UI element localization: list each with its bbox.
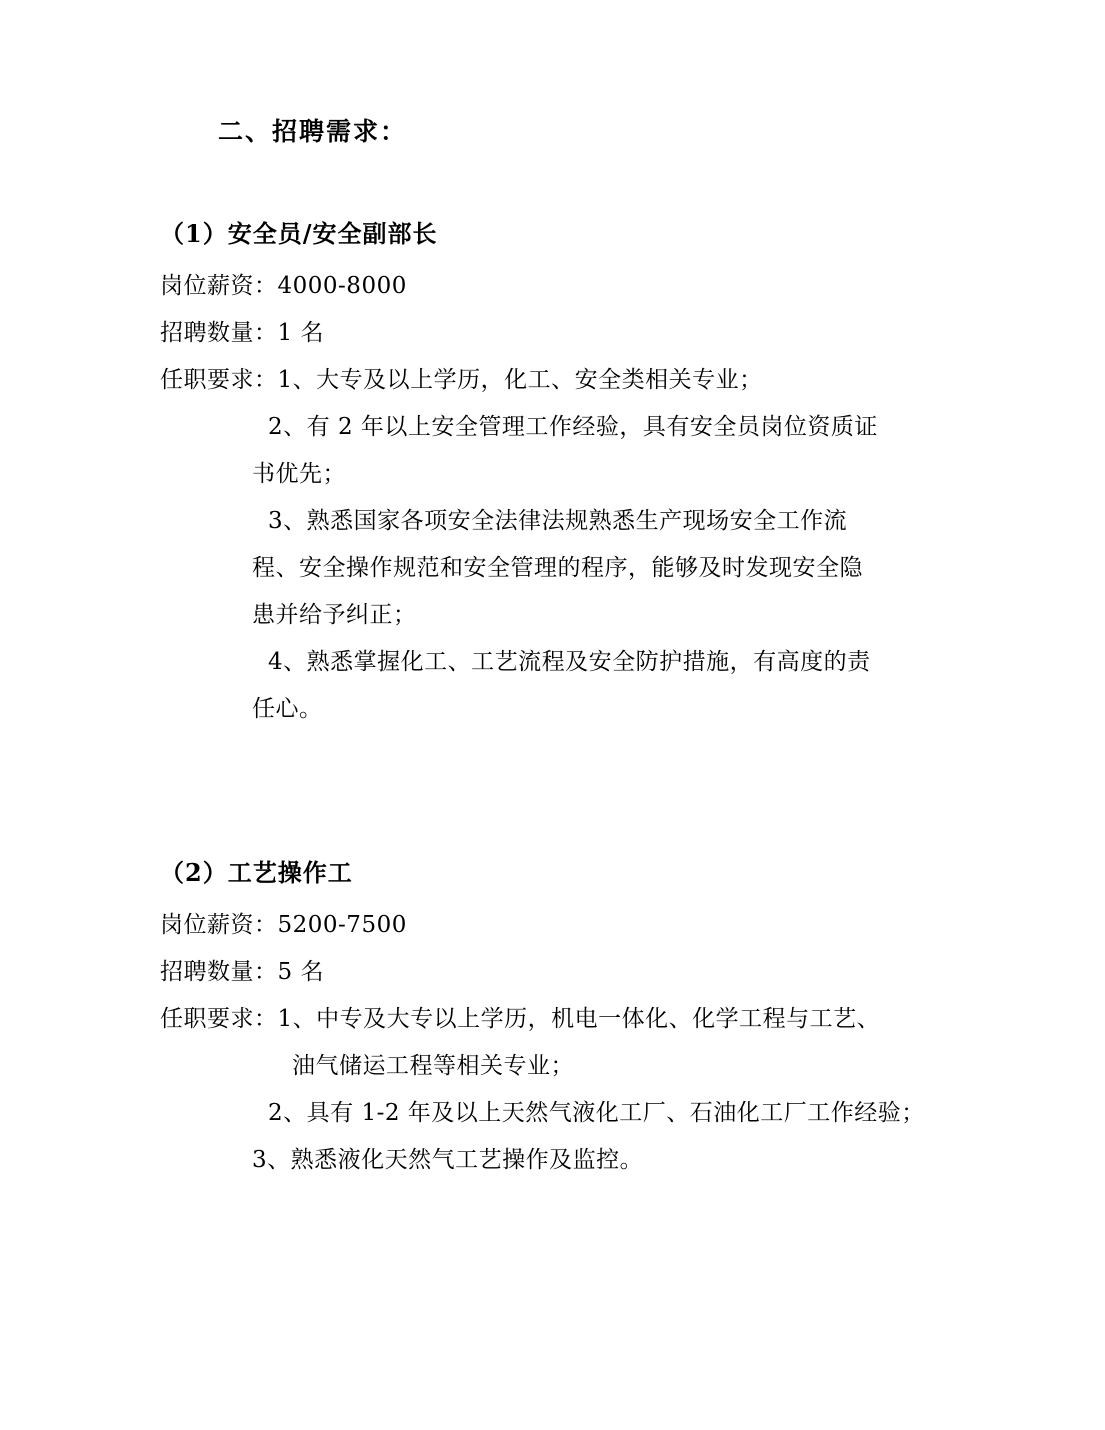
job-entry-1 xyxy=(160,214,960,733)
job-requirement-line: 3、熟悉液化天然气工艺操作及监控。 xyxy=(252,1147,644,1173)
job-salary-2: 岗位薪资：5200-7500 xyxy=(160,912,407,938)
job-requirement-line: 2、有 2 年以上安全管理工作经验，具有安全员岗位资质证 xyxy=(268,414,878,440)
spacer xyxy=(160,148,960,214)
spacer xyxy=(160,733,960,853)
job-salary-1: 岗位薪资：4000-8000 xyxy=(160,273,407,299)
job-requirements-label-2: 任职要求：1、中专及大专以上学历，机电一体化、化学工程与工艺、 xyxy=(160,1006,881,1032)
section-heading: 二、招聘需求： xyxy=(218,117,408,146)
job-count-1: 招聘数量：1 名 xyxy=(160,320,324,346)
job-title-1: （1）安全员/安全副部长 xyxy=(160,219,438,248)
job-title-2: （2）工艺操作工 xyxy=(160,858,353,887)
job-requirement-line: 程、安全操作规范和安全管理的程序，能够及时发现安全隐 xyxy=(252,555,863,581)
document-content xyxy=(160,112,960,1184)
job-requirements-label-1: 任职要求：1、大专及以上学历，化工、安全类相关专业； xyxy=(160,367,763,393)
job-requirement-line: 2、具有 1-2 年及以上天然气液化工厂、石油化工厂工作经验； xyxy=(268,1100,925,1126)
job-entry-2 xyxy=(160,853,960,1184)
job-requirement-line: 患并给予纠正； xyxy=(252,602,417,628)
job-requirement-line: 3、熟悉国家各项安全法律法规熟悉生产现场安全工作流 xyxy=(268,508,848,534)
job-requirement-line: 4、熟悉掌握化工、工艺流程及安全防护措施，有高度的责 xyxy=(268,649,871,675)
job-requirement-line: 任心。 xyxy=(252,696,323,722)
job-requirement-line: 油气储运工程等相关专业； xyxy=(292,1053,574,1079)
job-requirement-line: 书优先； xyxy=(252,461,346,487)
job-count-2: 招聘数量：5 名 xyxy=(160,959,324,985)
